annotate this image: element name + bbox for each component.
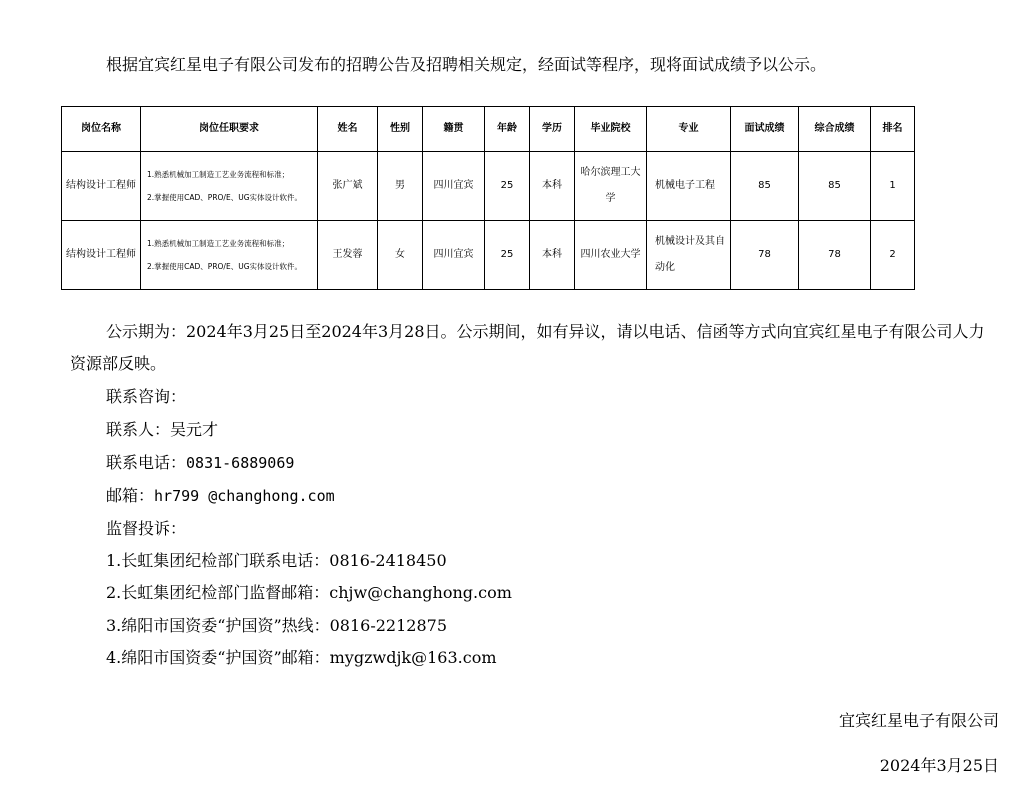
header-rank: 排名 <box>871 107 915 152</box>
header-major: 专业 <box>647 107 731 152</box>
cell-requirements <box>141 221 318 290</box>
cell-position: 结构设计工程师 <box>62 152 141 221</box>
requirement-line: 2.掌握使用CAD、PRO/E、UG实体设计软件。 <box>147 193 303 202</box>
cell-gender: 男 <box>378 152 423 221</box>
contact-heading: 联系咨询： <box>106 387 187 406</box>
requirement-line: 1.熟悉机械加工制造工艺业务流程和标准； <box>147 239 290 248</box>
cell-origin: 四川宜宾 <box>423 221 485 290</box>
cell-name: 王发蓉 <box>318 221 378 290</box>
cell-school: 四川农业大学 <box>575 221 647 290</box>
table-row <box>62 221 915 290</box>
cell-age: 25 <box>485 221 530 290</box>
cell-rank: 1 <box>871 152 915 221</box>
header-age: 年龄 <box>485 107 530 152</box>
cell-rank: 2 <box>871 221 915 290</box>
intro-paragraph: 根据宜宾红星电子有限公司发布的招聘公告及招聘相关规定，经面试等程序，现将面试成绩予以公示。 <box>106 55 827 74</box>
cell-total-score: 78 <box>799 221 871 290</box>
cell-degree: 本科 <box>530 221 575 290</box>
header-origin: 籍贯 <box>423 107 485 152</box>
table-header-row <box>62 107 915 152</box>
requirement-line: 1.熟悉机械加工制造工艺业务流程和标准； <box>147 170 290 179</box>
cell-gender: 女 <box>378 221 423 290</box>
header-interview-score: 面试成绩 <box>731 107 799 152</box>
cell-name: 张广斌 <box>318 152 378 221</box>
cell-requirements <box>141 152 318 221</box>
header-gender: 性别 <box>378 107 423 152</box>
cell-degree: 本科 <box>530 152 575 221</box>
supervision-heading: 监督投诉： <box>106 519 187 538</box>
header-degree: 学历 <box>530 107 575 152</box>
cell-interview-score: 78 <box>731 221 799 290</box>
contact-email-line <box>106 479 335 513</box>
cell-total-score: 85 <box>799 152 871 221</box>
contact-email: hr799 @changhong.com <box>154 487 335 505</box>
contact-phone-line <box>106 446 294 480</box>
contact-person: 联系人：吴元才 <box>106 420 219 439</box>
header-requirements: 岗位任职要求 <box>141 107 318 152</box>
interview-results-table <box>61 106 915 290</box>
supervision-item: 3.绵阳市国资委“护国资”热线：0816-2212875 <box>106 616 448 635</box>
supervision-item: 4.绵阳市国资委“护国资”邮箱：mygzwdjk@163.com <box>106 648 497 667</box>
cell-major: 机械电子工程 <box>647 152 731 221</box>
cell-school: 哈尔滨理工大学 <box>575 152 647 221</box>
header-school: 毕业院校 <box>575 107 647 152</box>
cell-age: 25 <box>485 152 530 221</box>
supervision-item: 2.长虹集团纪检部门监督邮箱：chjw@changhong.com <box>106 583 512 602</box>
signature-company: 宜宾红星电子有限公司 <box>838 711 999 730</box>
requirement-line: 2.掌握使用CAD、PRO/E、UG实体设计软件。 <box>147 262 303 271</box>
supervision-item: 1.长虹集团纪检部门联系电话：0816-2418450 <box>106 551 447 570</box>
contact-email-label: 邮箱： <box>106 486 155 505</box>
header-name: 姓名 <box>318 107 378 152</box>
cell-major: 机械设计及其自动化 <box>647 221 731 290</box>
cell-origin: 四川宜宾 <box>423 152 485 221</box>
header-total-score: 综合成绩 <box>799 107 871 152</box>
notice-paragraph: 公示期为：2024年3月25日至2024年3月28日。公示期间，如有异议，请以电话、信函等方式向宜宾红星电子有限公司人力资源部反映。 <box>70 322 985 373</box>
signature-date: 2024年3月25日 <box>879 756 999 775</box>
cell-position: 结构设计工程师 <box>62 221 141 290</box>
contact-phone: 0831-6889069 <box>186 454 295 472</box>
table-row <box>62 152 915 221</box>
cell-interview-score: 85 <box>731 152 799 221</box>
contact-phone-label: 联系电话： <box>106 453 187 472</box>
header-position: 岗位名称 <box>62 107 141 152</box>
